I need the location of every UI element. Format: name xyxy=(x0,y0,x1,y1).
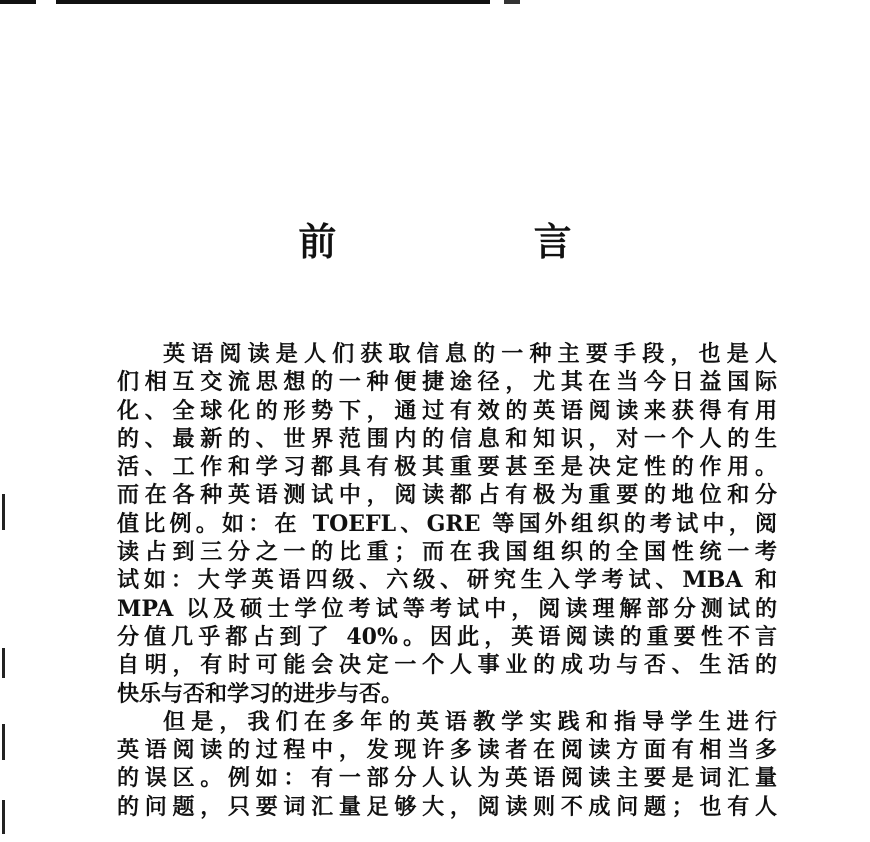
text-line: MPA 以及硕士学位考试等考试中，阅读理解部分测试的 xyxy=(117,595,777,622)
text-line: 们相互交流思想的一种便捷途径，尤其在当今日益国际 xyxy=(117,369,777,396)
page-edge-mark xyxy=(2,648,5,678)
text-line: 值比例。如：在 TOEFL、GRE 等国外组织的考试中，阅 xyxy=(117,510,777,537)
text-line: 自明，有时可能会决定一个人事业的成功与否、生活的 xyxy=(117,652,777,679)
page-edge-mark xyxy=(2,800,5,834)
page-edge-mark xyxy=(2,494,5,530)
text-line: 英语阅读的过程中，发现许多读者在阅读方面有相当多 xyxy=(117,737,777,764)
text-line: 而在各种英语测试中，阅读都占有极为重要的地位和分 xyxy=(117,482,777,509)
body-text xyxy=(117,340,777,821)
header-rule xyxy=(56,0,490,4)
text-line: 英语阅读是人们获取信息的一种主要手段，也是人 xyxy=(163,341,777,367)
paragraph-2 xyxy=(117,708,777,821)
text-line: 分值几乎都占到了 40%。因此，英语阅读的重要性不言 xyxy=(117,623,777,650)
text-line: 的误区。例如：有一部分人认为英语阅读主要是词汇量 xyxy=(117,765,777,792)
text-line: 的问题，只要词汇量足够大，阅读则不成问题；也有人 xyxy=(117,793,777,820)
header-rule xyxy=(0,0,36,4)
page-edge-mark xyxy=(2,724,5,760)
page-title: 前 言 xyxy=(298,219,664,264)
text-line: 的、最新的、世界范围内的信息和知识，对一个人的生 xyxy=(117,425,777,452)
paragraph-1 xyxy=(117,340,777,708)
text-line: 但是，我们在多年的英语教学实践和指导学生进行 xyxy=(163,708,777,735)
header-mark xyxy=(504,0,520,4)
text-line: 读占到三分之一的比重；而在我国组织的全国性统一考 xyxy=(117,539,777,566)
text-line: 活、工作和学习都具有极其重要甚至是决定性的作用。 xyxy=(117,454,777,481)
text-line: 试如：大学英语四级、六级、研究生入学考试、MBA 和 xyxy=(117,567,777,594)
text-line: 化、全球化的形势下，通过有效的英语阅读来获得有用 xyxy=(117,397,777,424)
text-line: 快乐与否和学习的进步与否。 xyxy=(117,680,404,707)
